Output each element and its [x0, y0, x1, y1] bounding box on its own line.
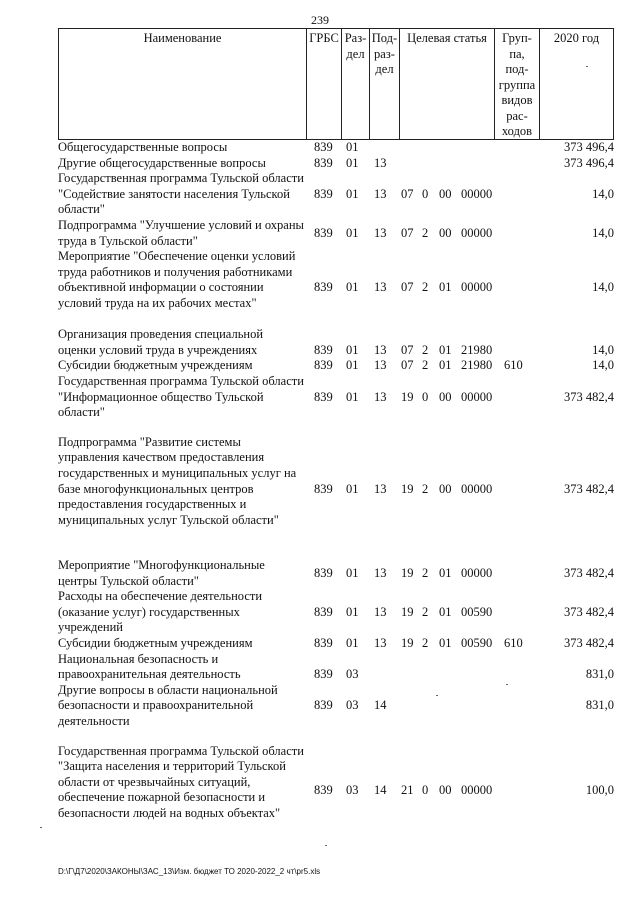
cell-t4: 00000	[461, 280, 493, 295]
scan-speck	[436, 695, 438, 696]
row-name: Расходы на обеспечение деятельности (оказание услуг) государственных учреждений	[58, 589, 263, 635]
cell-grbs: 839	[314, 186, 333, 201]
cell-t2: 0	[422, 389, 429, 404]
cell-amount: 14,0	[592, 342, 614, 357]
cell-rz: 01	[346, 358, 359, 373]
cell-t3: 01	[439, 358, 452, 373]
cell-t3: 00	[439, 481, 452, 496]
cell-amount: 831,0	[585, 698, 614, 713]
cell-rz: 01	[346, 604, 359, 619]
cell-rz: 01	[346, 635, 359, 650]
cell-t4: 00000	[461, 225, 493, 240]
cell-grbs: 839	[314, 782, 333, 797]
cell-t2: 2	[422, 358, 429, 373]
cell-vr: 610	[504, 635, 523, 650]
table-body	[58, 140, 614, 837]
cell-t2: 2	[422, 565, 429, 580]
cell-pr: 13	[374, 481, 387, 496]
cell-t3: 01	[439, 635, 452, 650]
cell-pr: 13	[374, 155, 387, 170]
cell-pr: 13	[374, 604, 387, 619]
cell-t1: 07	[401, 186, 414, 201]
table-row	[58, 589, 614, 636]
header-year: 2020 год	[539, 29, 613, 139]
table-row	[58, 327, 614, 358]
scan-speck	[586, 66, 588, 67]
row-name: Общегосударственные вопросы	[58, 140, 228, 154]
cell-t4: 00590	[461, 635, 493, 650]
cell-pr: 13	[374, 342, 387, 357]
cell-grbs: 839	[314, 155, 333, 170]
row-name: Подпрограмма "Развитие системы управления качеством предоставления государственных и муниципальных услуг на базе многофункциональных центров предоставления государственных и муниципальных услуг Тульской области"	[58, 434, 297, 527]
cell-pr: 14	[374, 782, 387, 797]
cell-amount: 373 482,4	[564, 604, 614, 619]
cell-amount: 373 496,4	[564, 155, 614, 170]
cell-t1: 07	[401, 225, 414, 240]
cell-amount: 373 482,4	[564, 389, 614, 404]
cell-t1: 19	[401, 565, 414, 580]
cell-t1: 21	[401, 782, 414, 797]
cell-grbs: 839	[314, 140, 333, 154]
cell-grbs: 839	[314, 667, 333, 682]
cell-t2: 2	[422, 635, 429, 650]
cell-rz: 01	[346, 225, 359, 240]
cell-pr: 13	[374, 565, 387, 580]
table-row	[58, 435, 614, 558]
scan-speck	[40, 827, 42, 828]
cell-amount: 373 482,4	[564, 635, 614, 650]
table-row	[58, 683, 614, 744]
cell-pr: 13	[374, 280, 387, 295]
row-name: Другие вопросы в области национальной безопасности и правоохранительной деятельности	[58, 682, 278, 728]
scan-speck	[325, 845, 327, 846]
cell-amount: 14,0	[592, 358, 614, 373]
header-name: Наименование	[143, 31, 222, 45]
row-name: Национальная безопасность и правоохранительная деятельность	[58, 651, 241, 682]
cell-t1: 07	[401, 280, 414, 295]
cell-t4: 00000	[461, 481, 493, 496]
table-row	[58, 358, 614, 374]
cell-t2: 2	[422, 604, 429, 619]
cell-t1: 07	[401, 342, 414, 357]
cell-pr: 13	[374, 389, 387, 404]
cell-t1: 07	[401, 358, 414, 373]
file-path-footer: D:\Г\Д7\2020\ЗАКОНЫ\ЗАС_13\Изм. бюджет ТО 2020-2022_2 чт\pr5.xls	[58, 867, 321, 876]
cell-rz: 01	[346, 342, 359, 357]
cell-t3: 01	[439, 565, 452, 580]
cell-t4: 00000	[461, 186, 493, 201]
cell-grbs: 839	[314, 342, 333, 357]
cell-t2: 0	[422, 186, 429, 201]
cell-amount: 373 482,4	[564, 565, 614, 580]
cell-grbs: 839	[314, 389, 333, 404]
cell-t4: 00000	[461, 389, 493, 404]
cell-t3: 00	[439, 389, 452, 404]
table-row	[58, 218, 614, 249]
cell-t3: 01	[439, 604, 452, 619]
cell-rz: 01	[346, 481, 359, 496]
table-row	[58, 558, 614, 589]
table-row	[58, 744, 614, 838]
cell-grbs: 839	[314, 698, 333, 713]
cell-amount: 14,0	[592, 186, 614, 201]
header-target: Целевая статья	[399, 29, 494, 139]
cell-grbs: 839	[314, 635, 333, 650]
cell-rz: 03	[346, 782, 359, 797]
cell-t4: 00000	[461, 782, 493, 797]
row-name: Мероприятие "Многофункциональные центры Тульской области"	[58, 557, 265, 588]
row-name: Государственная программа Тульской области "Информационное общество Тульской области"	[58, 373, 304, 420]
cell-t4: 21980	[461, 342, 493, 357]
cell-amount: 14,0	[592, 225, 614, 240]
cell-rz: 01	[346, 155, 359, 170]
table-row	[58, 374, 614, 435]
row-name: Подпрограмма "Улучшение условий и охраны труда в Тульской области"	[58, 217, 304, 248]
cell-grbs: 839	[314, 225, 333, 240]
cell-grbs: 839	[314, 280, 333, 295]
cell-t2: 2	[422, 225, 429, 240]
cell-t2: 2	[422, 280, 429, 295]
row-name: Другие общегосударственные вопросы	[58, 155, 266, 170]
cell-rz: 01	[346, 140, 359, 154]
cell-t1: 19	[401, 604, 414, 619]
cell-t1: 19	[401, 635, 414, 650]
cell-rz: 01	[346, 186, 359, 201]
cell-rz: 01	[346, 389, 359, 404]
cell-amount: 373 496,4	[564, 140, 614, 154]
table-row	[58, 249, 614, 327]
table-row	[58, 140, 614, 156]
cell-rz: 01	[346, 565, 359, 580]
header-razdel: Раз- дел	[341, 29, 369, 139]
table-row	[58, 156, 614, 172]
cell-amount: 14,0	[592, 280, 614, 295]
table-row	[58, 652, 614, 683]
cell-t4: 21980	[461, 358, 493, 373]
cell-vr: 610	[504, 358, 523, 373]
cell-t3: 01	[439, 342, 452, 357]
scan-speck	[506, 684, 508, 685]
cell-t4: 00590	[461, 604, 493, 619]
row-name: Государственная программа Тульской области "Защита населения и территорий Тульской области от чрезвычайных ситуаций, обеспечение пожарной безопасности и безопасности людей на водных объектах"	[58, 743, 304, 820]
cell-grbs: 839	[314, 565, 333, 580]
cell-pr: 13	[374, 635, 387, 650]
table-header	[58, 28, 614, 140]
table-row	[58, 171, 614, 218]
cell-t2: 2	[422, 481, 429, 496]
budget-table	[58, 28, 614, 837]
row-name: Мероприятие "Обеспечение оценки условий труда работников и получения работниками объективной информации о состоянии условий труда на их рабочих местах"	[58, 249, 296, 310]
cell-t3: 01	[439, 280, 452, 295]
cell-t3: 00	[439, 782, 452, 797]
cell-pr: 13	[374, 225, 387, 240]
cell-pr: 14	[374, 698, 387, 713]
cell-rz: 01	[346, 280, 359, 295]
cell-t1: 19	[401, 481, 414, 496]
cell-t4: 00000	[461, 565, 493, 580]
cell-amount: 100,0	[585, 782, 614, 797]
table-row	[58, 636, 614, 652]
cell-grbs: 839	[314, 604, 333, 619]
page-number: 239	[311, 13, 329, 27]
header-grbs: ГРБС	[306, 29, 341, 139]
cell-pr: 13	[374, 186, 387, 201]
cell-amount: 831,0	[585, 667, 614, 682]
row-name: Организация проведения специальной оценки условий труда в учреждениях	[58, 327, 264, 357]
cell-t2: 2	[422, 342, 429, 357]
cell-rz: 03	[346, 698, 359, 713]
row-name: Субсидии бюджетным учреждениям	[58, 358, 253, 373]
header-podrazdel: Под- раз- дел	[369, 29, 399, 139]
row-name: Субсидии бюджетным учреждениям	[58, 635, 253, 650]
cell-pr: 13	[374, 358, 387, 373]
cell-t2: 0	[422, 782, 429, 797]
header-vid: Груп- па, под- группа видов рас- ходов	[494, 29, 539, 139]
cell-amount: 373 482,4	[564, 481, 614, 496]
cell-t3: 00	[439, 186, 452, 201]
cell-t1: 19	[401, 389, 414, 404]
cell-t3: 00	[439, 225, 452, 240]
cell-grbs: 839	[314, 481, 333, 496]
cell-rz: 03	[346, 667, 359, 682]
row-name: Государственная программа Тульской области "Содействие занятости населения Тульской области"	[58, 171, 304, 217]
cell-grbs: 839	[314, 358, 333, 373]
